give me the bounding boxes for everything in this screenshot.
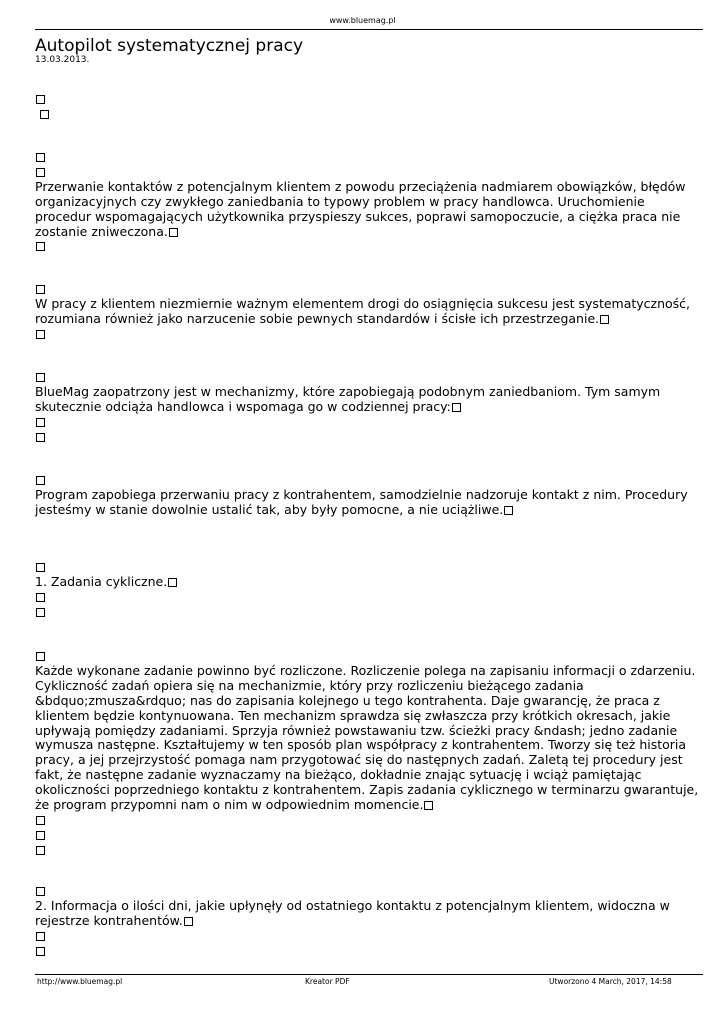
paragraph-2: W pracy z klientem niezmiernie ważnym elementem drogi do osiągnięcia sukcesu jest systematyczność, rozumiana również jako narzucenie sobie pewnych standardów i ścisłe ich przestrzeganie. [35, 295, 691, 326]
footer-generator: Kreator PDF [305, 977, 350, 986]
section-6 [35, 649, 703, 858]
missing-glyph-icon [36, 563, 45, 572]
page-title: Autopilot systematycznej pracy [35, 36, 304, 56]
missing-glyph-icon [36, 373, 45, 382]
footer-url: http://www.bluemag.pl [37, 977, 123, 986]
header-rule [35, 29, 703, 30]
missing-glyph-icon [40, 110, 49, 119]
missing-glyph-icon [36, 932, 45, 941]
section-1 [35, 150, 703, 254]
missing-glyph-icon [36, 947, 45, 956]
missing-glyph-icon [36, 95, 45, 104]
missing-glyph-icon [36, 593, 45, 602]
missing-glyph-icon [504, 506, 513, 515]
missing-glyph-icon [36, 846, 45, 855]
missing-glyph-icon [36, 330, 45, 339]
missing-glyph-icon [169, 228, 178, 237]
section-3 [35, 370, 703, 444]
paragraph-6: Każde wykonane zadanie powinno być rozliczone. Rozliczenie polega na zapisaniu informacji o zdarzeniu. Cykliczność zadań opiera się na mechanizmie, który przy rozliczeniu bieżącego zadania &bdquo;zmusza&rdquo; nas do zapisania kolejnego u tego kontrahenta. Daje gwarancję, że praca z klientem będzie kontynuowana. Ten mechanizm sprawdza się zwłaszcza przy krótkich okresach, jakie upływają pomiędzy zadaniami. Sprzyja również powstawaniu tzw. ścieżki pracy &ndash; jedno zadanie wymusza następne. Kształtujemy w ten sposób plan współpracy z kontrahentem. Tworzy się też historia pracy, a jej przejrzystość pomaga nam przygotować się do następnych zadań. Zaletą tej procedury jest fakt, że następne zadanie wyznaczamy na bieżąco, dokładnie znając sytuację i wciąż pamiętając okoliczności poprzedniego kontaktu z kontrahentem. Zapis zadania cyklicznego w terminarzu gwarantuje, że program przypomni nam o nim w odpowiednim momencie. [35, 662, 699, 813]
missing-glyph-icon [36, 816, 45, 825]
missing-glyph-icon [36, 242, 45, 251]
missing-glyph-icon [600, 315, 609, 324]
section-4 [35, 473, 703, 518]
paragraph-7: 2. Informacja o ilości dni, jakie upłynęły od ostatniego kontaktu z potencjalnym klientem, widoczna w rejestrze kontrahentów. [35, 897, 670, 928]
paragraph-3: BlueMag zaopatrzony jest w mechanizmy, które zapobiegają podobnym zaniedbaniom. Tym samym skutecznie odciąża handlowca i wspomaga go w codziennej pracy: [35, 383, 661, 414]
missing-glyph-icon [36, 476, 45, 485]
missing-glyph-icon [184, 917, 193, 926]
missing-glyph-icon [36, 285, 45, 294]
missing-glyph-icon [36, 887, 45, 896]
missing-glyph-icon [452, 403, 461, 412]
missing-glyph-icon [36, 168, 45, 177]
section-7 [35, 884, 703, 958]
footer-created: Utworzono 4 March, 2017, 14:58 [549, 977, 672, 986]
publish-date: 13.03.2013. [35, 55, 90, 65]
missing-glyph-icon [36, 831, 45, 840]
missing-glyph-icon [424, 801, 433, 810]
missing-glyph-icon [36, 433, 45, 442]
missing-glyph-icon [168, 578, 177, 587]
section-5 [35, 560, 703, 620]
paragraph-4: Program zapobiega przerwaniu pracy z kontrahentem, samodzielnie nadzoruje kontakt z nim. Procedury jesteśmy w stanie dowolnie ustalić tak, aby były pomocne, a nie uciążliwe. [35, 486, 688, 517]
header-site-url: www.bluemag.pl [329, 16, 396, 25]
missing-glyph-icon [36, 608, 45, 617]
missing-glyph-icon [36, 418, 45, 427]
missing-glyph-icon [36, 153, 45, 162]
heading-cyclic-tasks: 1. Zadania cykliczne. [35, 575, 703, 590]
footer-rule [35, 974, 703, 975]
missing-glyph-icon [36, 652, 45, 661]
placeholder-block-1 [35, 92, 703, 122]
section-2 [35, 282, 703, 342]
paragraph-1: Przerwanie kontaktów z potencjalnym klientem z powodu przeciążenia nadmiarem obowiązków, błędów organizacyjnych czy zwykłego zaniedbania to typowy problem w pracy handlowca. Uruchomienie procedur wspomagających użytkownika przyspieszy sukces, poprawi samopoczucie, a ciężka praca nie zostanie zniweczona. [35, 178, 686, 239]
